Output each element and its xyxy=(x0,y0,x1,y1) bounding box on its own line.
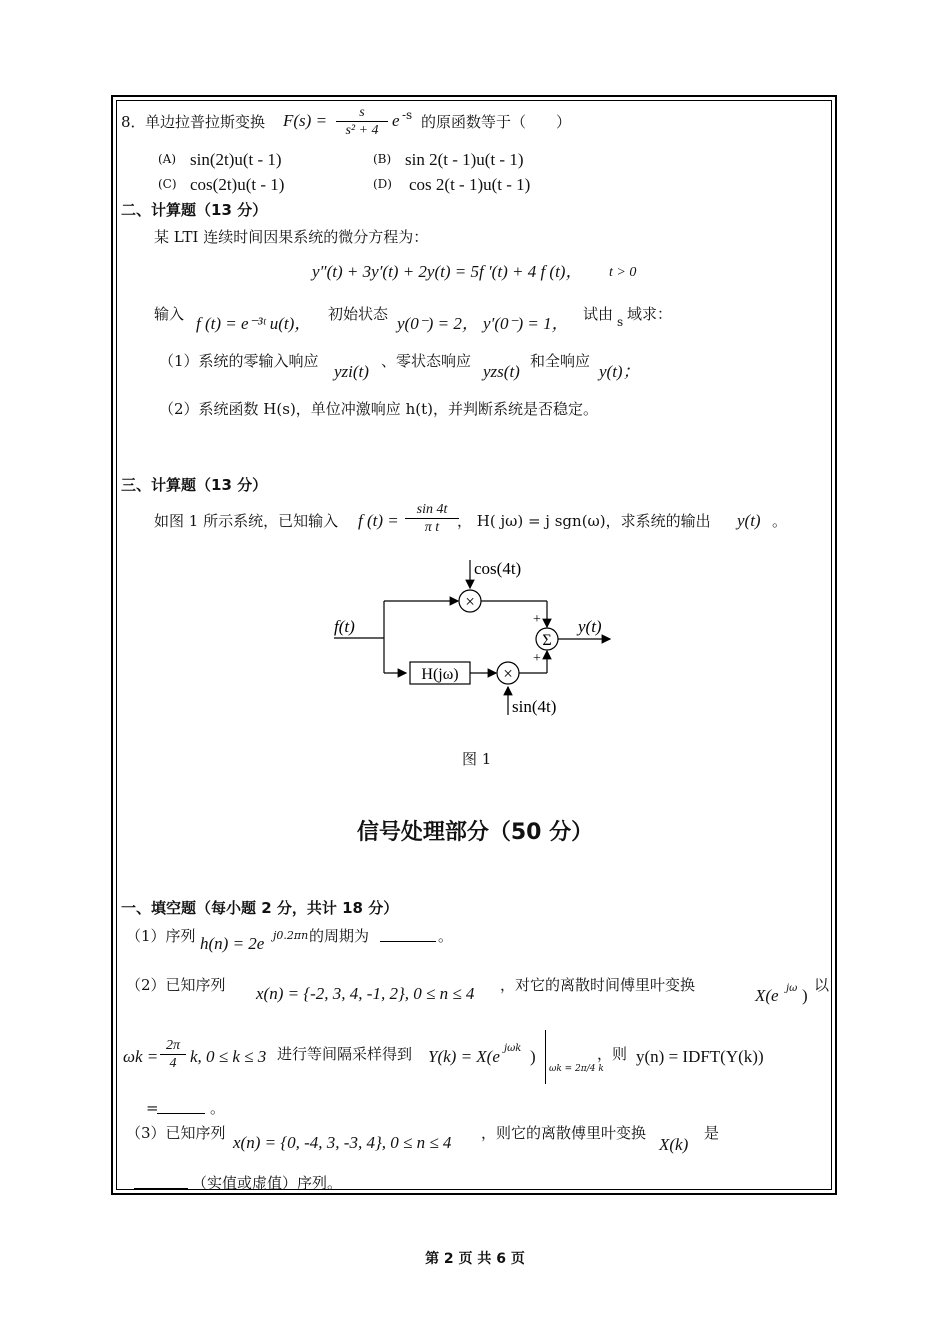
sp-q1-sup: j0.2πn xyxy=(273,929,309,942)
section3-heading: 三、计算题（13 分） xyxy=(121,476,268,494)
section3-text-mid: ， H( jω) = j sgn(ω)，求系统的输出 xyxy=(457,512,711,530)
sp-q3-mid: ，则它的离散傅里叶变换 xyxy=(481,1124,647,1142)
section2-input-expr: f (t) = e⁻³ᵗ u(t)， xyxy=(196,314,312,333)
sp-q2-frac-den: 4 xyxy=(160,1054,186,1072)
section2-intro: 某 LTI 连续时间因果系统的微分方程为： xyxy=(154,228,429,246)
filter-label: H(jω) xyxy=(421,666,459,683)
sp-q2-sampling: 进行等间隔采样得到 xyxy=(277,1045,413,1063)
section2-init-expr: y(0⁻) = 2， y′(0⁻) = 1， xyxy=(397,314,569,333)
sp-q2-eq: = xyxy=(146,1099,159,1117)
section3-text-pre: 如图 1 所示系统，已知输入 xyxy=(154,512,339,530)
diagram-input-label: f(t) xyxy=(334,617,355,636)
sp-q1-expr: h(n) = 2e xyxy=(200,934,265,953)
section2-item1-y: y(t)； xyxy=(599,362,640,381)
q8-number: 8． xyxy=(121,113,146,131)
section2-item1-c: 和全响应 xyxy=(530,352,591,370)
sp-q3-expr: x(n) = {0, -4, 3, -3, 4}, 0 ≤ n ≤ 4 xyxy=(233,1133,452,1152)
bottom-multiplier-symbol: × xyxy=(503,664,513,683)
q8-option-a: sin(2t)u(t - 1) xyxy=(190,150,282,169)
section2-heading: 二、计算题（13 分） xyxy=(121,201,268,219)
diagram-output-label: y(t) xyxy=(578,617,602,636)
section3-text-end: 。 xyxy=(772,512,788,530)
sp-q1-pre: （1）序列 xyxy=(126,927,196,945)
q8-frac-num: s xyxy=(359,105,365,120)
q8-option-b-label: (B) xyxy=(373,152,392,166)
section3-frac-num: sin 4t xyxy=(416,502,448,517)
section2-item1-yzs: yzs(t) xyxy=(483,362,520,381)
sp-q2-end: 以 xyxy=(814,976,830,994)
sp-q2-Y-sup: jωk xyxy=(504,1043,522,1054)
sp-q2-pre: （2）已知序列 xyxy=(126,976,226,994)
bottom-carrier-label: sin(4t) xyxy=(512,697,557,716)
sp-q2-blank[interactable] xyxy=(157,1099,205,1118)
section2-item1-a: （1）系统的零输入响应 xyxy=(159,352,319,370)
section3-frac-den: π t xyxy=(405,518,459,536)
q8-option-c: cos(2t)u(t - 1) xyxy=(190,175,285,194)
sp-q2-X-sup: jω xyxy=(786,983,798,994)
sp-q1-blank[interactable] xyxy=(380,927,436,946)
sp-q3-blank[interactable] xyxy=(134,1174,188,1193)
sp-q1-end: 。 xyxy=(438,927,454,945)
sp-q2-range: k, 0 ≤ k ≤ 3 xyxy=(190,1047,267,1066)
part-title: 信号处理部分（50 分） xyxy=(356,820,594,845)
section2-item2: （2）系统函数 H(s)，单位冲激响应 h(t)，并判断系统是否稳定。 xyxy=(159,400,598,418)
section2-input-label: 输入 xyxy=(154,305,185,323)
sp-q2-sub: ωk = 2π/4 k xyxy=(549,1064,604,1074)
q8-option-d-label: (D) xyxy=(373,177,392,191)
sp-q1-post: 的周期为 xyxy=(309,927,370,945)
page-footer: 第 2 页 共 6 页 xyxy=(425,1251,525,1267)
sp-q2-X: X(e xyxy=(755,986,779,1005)
q8-fraction xyxy=(336,104,388,139)
sp-q2-then: ，则 xyxy=(597,1045,628,1063)
sp-q2-Y: Y(k) = X(e xyxy=(428,1047,500,1066)
sp-q2-dot: 。 xyxy=(210,1099,226,1117)
sp-q3-X: X(k) xyxy=(659,1135,689,1154)
sp-q2-fraction xyxy=(160,1037,186,1072)
top-multiplier-symbol: × xyxy=(465,592,475,611)
section2-init-label: 初始状态 xyxy=(328,305,389,323)
block-diagram xyxy=(320,550,640,725)
section3-f-lhs: f (t) = xyxy=(358,511,399,530)
sp-q3-pre: （3）已知序列 xyxy=(126,1124,226,1142)
summer-symbol: Σ xyxy=(542,632,552,649)
evaluation-bar xyxy=(545,1030,546,1084)
sp-q2-Y-close: ) xyxy=(530,1047,536,1066)
q8-option-c-label: (C) xyxy=(158,177,177,191)
sp-section1-heading: 一、填空题（每小题 2 分，共计 18 分） xyxy=(121,899,399,917)
q8-exp: e xyxy=(392,111,400,130)
section2-req-pre: 试由 xyxy=(583,305,614,323)
sp-q3-is: 是 xyxy=(704,1124,720,1142)
section3-text-y: y(t) xyxy=(737,511,761,530)
sp-q2-X-close: ) xyxy=(802,986,808,1005)
section2-equation: y″(t) + 3y′(t) + 2y(t) = 5f ′(t) + 4 f (t)， xyxy=(312,262,583,281)
q8-option-a-label: (A) xyxy=(158,152,177,166)
plus-bottom: + xyxy=(533,651,541,666)
section2-req-s: s xyxy=(617,315,624,329)
sp-q2-mid: ，对它的离散时间傅里叶变换 xyxy=(500,976,696,994)
q8-frac-den: s² + 4 xyxy=(336,121,388,139)
plus-top: + xyxy=(533,612,541,627)
sp-q3-tail: （实值或虚值）序列。 xyxy=(192,1174,343,1192)
q8-stem-pre: 单边拉普拉斯变换 xyxy=(145,113,266,131)
section2-eq-condition: t > 0 xyxy=(609,265,637,280)
q8-exp-sup: -s xyxy=(402,108,413,122)
top-carrier-label: cos(4t) xyxy=(474,559,522,578)
sp-q2-frac-num: 2π xyxy=(165,1038,180,1053)
q8-option-b: sin 2(t - 1)u(t - 1) xyxy=(405,150,524,169)
q8-stem-post: 的原函数等于（ ） xyxy=(421,113,572,131)
sp-q2-expr: x(n) = {-2, 3, 4, -1, 2}, 0 ≤ n ≤ 4 xyxy=(256,984,475,1003)
figure-caption: 图 1 xyxy=(462,750,492,768)
section2-item1-yzi: yzi(t) xyxy=(334,362,369,381)
section3-fraction xyxy=(405,501,459,536)
sp-q2-wk: ωk = xyxy=(123,1047,159,1066)
section2-req-post: 域求： xyxy=(627,305,673,323)
q8-option-d: cos 2(t - 1)u(t - 1) xyxy=(409,175,531,194)
sp-q2-idft: y(n) = IDFT(Y(k)) xyxy=(636,1047,764,1066)
section2-item1-b: 、零状态响应 xyxy=(381,352,472,370)
q8-F-lhs: F(s) = xyxy=(283,111,328,130)
